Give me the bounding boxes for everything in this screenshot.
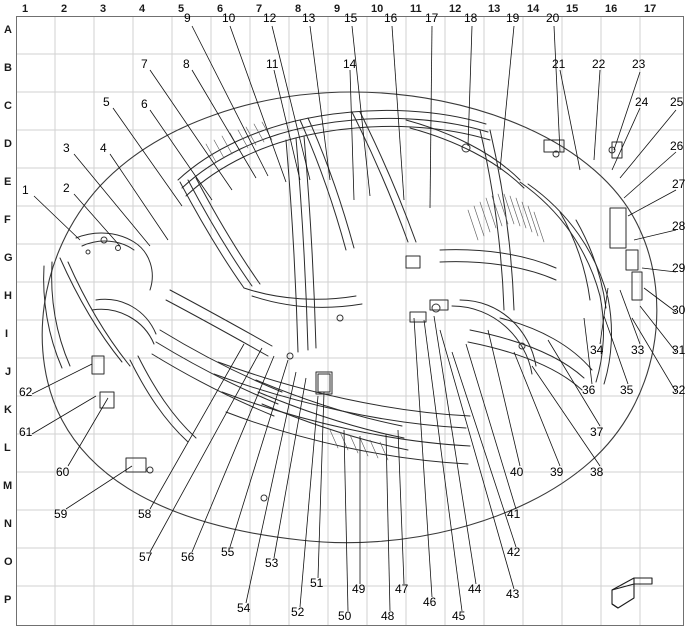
callout-45[interactable]: 45 [452, 609, 466, 623]
col-label-6: 6 [217, 3, 224, 15]
callout-50[interactable]: 50 [338, 609, 352, 623]
callout-7[interactable]: 7 [141, 57, 148, 71]
callout-55[interactable]: 55 [221, 545, 235, 559]
callout-41[interactable]: 41 [507, 507, 521, 521]
col-label-17: 17 [644, 3, 657, 15]
callout-30[interactable]: 30 [672, 303, 686, 317]
row-label-H: H [4, 290, 12, 302]
callout-40[interactable]: 40 [510, 465, 524, 479]
callout-18[interactable]: 18 [464, 11, 478, 25]
callout-27[interactable]: 27 [672, 177, 686, 191]
callout-24[interactable]: 24 [635, 95, 649, 109]
col-label-7: 7 [256, 3, 263, 15]
callout-61[interactable]: 61 [19, 425, 33, 439]
row-label-B: B [4, 62, 12, 74]
callout-56[interactable]: 56 [181, 550, 195, 564]
callout-21[interactable]: 21 [552, 57, 566, 71]
col-label-1: 1 [22, 3, 29, 15]
col-label-12: 12 [449, 3, 462, 15]
callout-9[interactable]: 9 [184, 11, 191, 25]
callout-16[interactable]: 16 [384, 11, 398, 25]
row-label-N: N [4, 518, 12, 530]
row-label-K: K [4, 404, 12, 416]
callout-12[interactable]: 12 [263, 11, 277, 25]
callout-62[interactable]: 62 [19, 385, 33, 399]
col-label-15: 15 [566, 3, 579, 15]
callout-49[interactable]: 49 [352, 582, 366, 596]
col-label-11: 11 [410, 3, 422, 15]
row-label-J: J [5, 366, 12, 378]
callout-15[interactable]: 15 [344, 11, 358, 25]
callout-32[interactable]: 32 [672, 383, 686, 397]
callout-3[interactable]: 3 [63, 141, 70, 155]
callout-10[interactable]: 10 [222, 11, 236, 25]
callout-51[interactable]: 51 [310, 576, 324, 590]
callout-2[interactable]: 2 [63, 181, 70, 195]
col-label-4: 4 [139, 3, 146, 15]
callout-26[interactable]: 26 [670, 139, 684, 153]
callout-60[interactable]: 60 [56, 465, 70, 479]
callout-8[interactable]: 8 [183, 57, 190, 71]
callout-22[interactable]: 22 [592, 57, 606, 71]
callout-48[interactable]: 48 [381, 609, 395, 623]
callout-1[interactable]: 1 [22, 183, 29, 197]
col-label-14: 14 [527, 3, 540, 15]
callout-6[interactable]: 6 [141, 97, 148, 111]
callout-19[interactable]: 19 [506, 11, 520, 25]
callout-14[interactable]: 14 [343, 57, 357, 71]
body-panel-orientation-icon [604, 570, 664, 616]
row-label-E: E [4, 176, 12, 188]
callout-5[interactable]: 5 [103, 95, 110, 109]
callout-42[interactable]: 42 [507, 545, 521, 559]
row-label-A: A [4, 24, 12, 36]
row-label-D: D [4, 138, 12, 150]
callout-53[interactable]: 53 [265, 556, 279, 570]
callout-31[interactable]: 31 [672, 343, 686, 357]
callout-44[interactable]: 44 [468, 582, 482, 596]
row-label-G: G [4, 252, 13, 264]
col-label-13: 13 [488, 3, 501, 15]
col-label-5: 5 [178, 3, 185, 15]
callout-58[interactable]: 58 [138, 507, 152, 521]
callout-23[interactable]: 23 [632, 57, 646, 71]
row-label-C: C [4, 100, 12, 112]
callout-47[interactable]: 47 [395, 582, 409, 596]
col-label-2: 2 [61, 3, 68, 15]
row-label-L: L [4, 442, 11, 454]
row-label-F: F [4, 214, 11, 226]
callout-36[interactable]: 36 [582, 383, 596, 397]
row-label-I: I [5, 328, 9, 340]
callout-13[interactable]: 13 [302, 11, 316, 25]
row-label-O: O [4, 556, 13, 568]
callout-59[interactable]: 59 [54, 507, 68, 521]
callout-57[interactable]: 57 [139, 550, 153, 564]
col-label-9: 9 [334, 3, 341, 15]
callout-17[interactable]: 17 [425, 11, 439, 25]
callout-20[interactable]: 20 [546, 11, 560, 25]
callout-33[interactable]: 33 [631, 343, 645, 357]
col-label-16: 16 [605, 3, 618, 15]
callout-28[interactable]: 28 [672, 219, 686, 233]
callout-34[interactable]: 34 [590, 343, 604, 357]
callout-54[interactable]: 54 [237, 601, 251, 615]
row-label-M: M [3, 480, 13, 492]
callout-46[interactable]: 46 [423, 595, 437, 609]
callout-39[interactable]: 39 [550, 465, 564, 479]
callout-25[interactable]: 25 [670, 95, 684, 109]
callout-11[interactable]: 11 [266, 57, 279, 71]
callout-43[interactable]: 43 [506, 587, 520, 601]
callout-37[interactable]: 37 [590, 425, 604, 439]
col-label-8: 8 [295, 3, 302, 15]
callout-4[interactable]: 4 [100, 141, 107, 155]
row-label-P: P [4, 594, 12, 606]
callout-38[interactable]: 38 [590, 465, 604, 479]
callout-29[interactable]: 29 [672, 261, 686, 275]
callout-35[interactable]: 35 [620, 383, 634, 397]
col-label-3: 3 [100, 3, 107, 15]
callout-52[interactable]: 52 [291, 605, 305, 619]
col-label-10: 10 [371, 3, 384, 15]
